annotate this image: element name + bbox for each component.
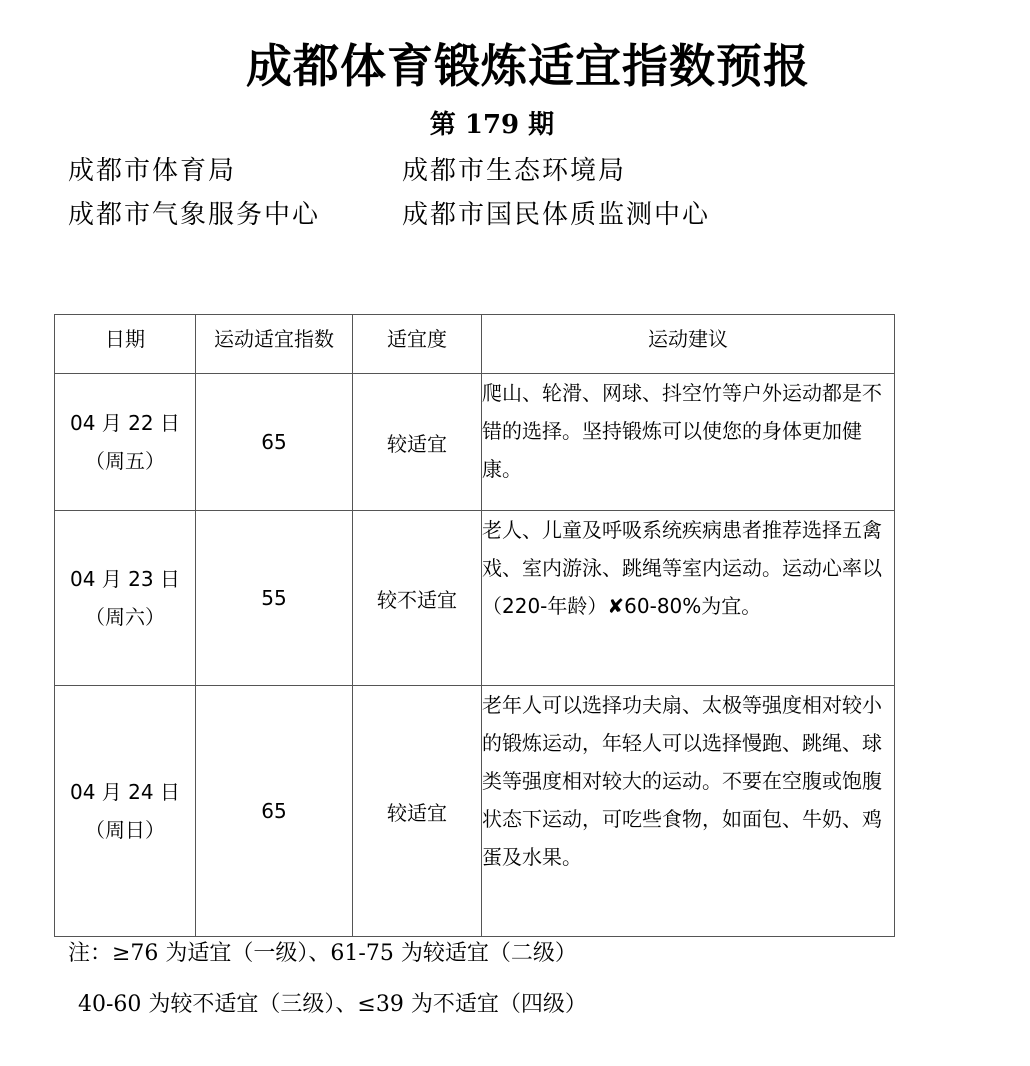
note-level-scale-2: 40-60 为较不适宜（三级）、≤39 为不适宜（四级） <box>78 992 587 1017</box>
advice-cell: 老人、儿童及呼吸系统疾病患者推荐选择五禽戏、室内游泳、跳绳等室内运动。运动心率以（220-年龄）✘60-80%为宜。 <box>482 511 895 686</box>
weekday-text: （周六） <box>85 605 165 629</box>
advice-cell: 爬山、轮滑、网球、抖空竹等户外运动都是不错的选择。坚持锻炼可以使您的身体更加健康。 <box>482 374 895 511</box>
index-cell: 65 <box>196 686 353 937</box>
index-cell: 55 <box>196 511 353 686</box>
org-weather-service: 成都市气象服务中心 <box>68 200 321 230</box>
page-title: 成都体育锻炼适宜指数预报 <box>246 39 810 93</box>
level-cell: 较适宜 <box>353 374 482 511</box>
advice-cell: 老年人可以选择功夫扇、太极等强度相对较小的锻炼运动，年轻人可以选择慢跑、跳绳、球类等强度相对较大的运动。不要在空腹或饱腹状态下运动，可吃些食物，如面包、牛奶、鸡蛋及水果。 <box>482 686 895 937</box>
table-row <box>55 686 895 937</box>
weekday-text: （周五） <box>85 449 165 473</box>
header-index: 运动适宜指数 <box>196 315 353 374</box>
table-row <box>55 511 895 686</box>
date-text: 04 月 24 日 <box>70 780 180 804</box>
org-sports-bureau: 成都市体育局 <box>68 156 237 186</box>
org-ecology-bureau: 成都市生态环境局 <box>402 156 627 186</box>
level-cell: 较适宜 <box>353 686 482 937</box>
date-text: 04 月 22 日 <box>70 411 180 435</box>
level-cell: 较不适宜 <box>353 511 482 686</box>
note-level-scale-1: 注：≥76 为适宜（一级）、61-75 为较适宜（二级） <box>68 941 577 966</box>
date-cell <box>55 686 196 937</box>
org-fitness-monitoring: 成都市国民体质监测中心 <box>402 200 711 230</box>
table-header-row <box>55 315 895 374</box>
index-cell: 65 <box>196 374 353 511</box>
weekday-text: （周日） <box>85 818 165 842</box>
table-row <box>55 374 895 511</box>
date-text: 04 月 23 日 <box>70 567 180 591</box>
date-cell <box>55 511 196 686</box>
header-advice: 运动建议 <box>482 315 895 374</box>
header-date: 日期 <box>55 315 196 374</box>
header-level: 适宜度 <box>353 315 482 374</box>
issue-number: 第 179 期 <box>429 110 555 140</box>
date-cell <box>55 374 196 511</box>
forecast-table <box>54 314 895 937</box>
